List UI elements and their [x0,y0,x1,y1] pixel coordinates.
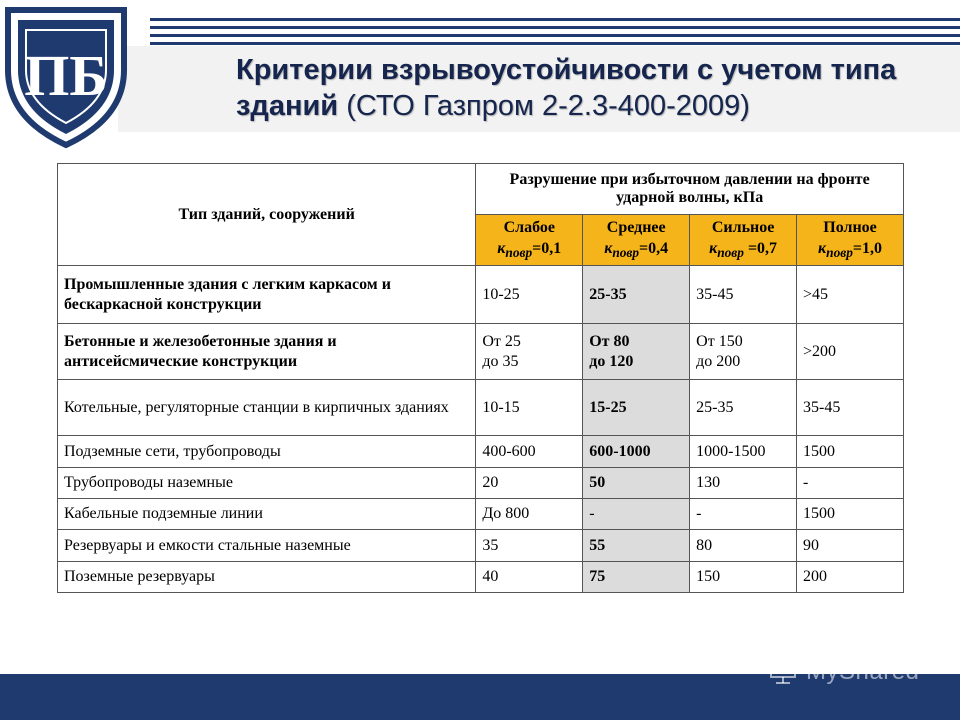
cell-medium: - [583,499,690,530]
title-standard: (СТО Газпром 2-2.3-400-2009) [346,90,750,122]
title-main: Критерии взрывоустойчивости с учетом типа зданий [236,54,897,122]
row-type: Поземные резервуары [58,562,476,593]
cell-full: - [797,468,904,499]
watermark-text: MyShared [806,658,920,685]
row-type: Бетонные и железобетонные здания и антисейсмические конструкции [58,324,476,380]
shield-logo-icon [0,0,132,150]
cell-medium: 15-25 [583,380,690,436]
logo-text: ПБ [24,43,108,108]
table-row [58,266,904,324]
cell-full: >200 [797,324,904,380]
cell-full: 35-45 [797,380,904,436]
cell-strong: - [690,499,797,530]
cell-strong: 1000-1500 [690,436,797,468]
table-row [58,436,904,468]
k-symbol: к [709,239,718,257]
k-symbol: к [818,239,827,257]
cell-full: 90 [797,530,904,562]
cell-weak: 10-15 [476,380,583,436]
k-subscript: повр [717,245,744,261]
cell-full: 1500 [797,436,904,468]
table-row [58,324,904,380]
table-row [58,499,904,530]
cell-strong: 150 [690,562,797,593]
table-row [58,530,904,562]
cell-medium: 50 [583,468,690,499]
header [0,0,960,132]
level-name: Среднее [606,218,666,236]
table-row [58,468,904,499]
col-type-header: Тип зданий, сооружений [58,164,476,266]
cell-weak: До 800 [476,499,583,530]
cell-strong: 80 [690,530,797,562]
cell-weak: 40 [476,562,583,593]
level-name: Полное [823,218,877,236]
cell-weak: 400-600 [476,436,583,468]
k-value: =0,1 [532,239,562,257]
cell-strong: 25-35 [690,380,797,436]
cell-full: 1500 [797,499,904,530]
table-row [58,562,904,593]
cell-medium: 55 [583,530,690,562]
cell-medium: 600-1000 [583,436,690,468]
cell-strong: 130 [690,468,797,499]
k-subscript: повр [505,245,533,261]
row-type: Кабельные подземные линии [58,499,476,530]
k-symbol: к [604,239,613,257]
cell-full: >45 [797,266,904,324]
row-type: Подземные сети, трубопроводы [58,436,476,468]
watermark [768,652,948,692]
row-type: Котельные, регуляторные станции в кирпичных зданиях [58,380,476,436]
cell-full: 200 [797,562,904,593]
k-value: =0,7 [743,239,778,257]
k-subscript: повр [612,245,640,261]
page-title [236,52,936,124]
cell-strong: 35-45 [690,266,797,324]
k-value: =1,0 [852,239,882,257]
level-header-weak [476,215,583,266]
k-subscript: повр [826,245,853,261]
cell-medium: 75 [583,562,690,593]
level-name: Слабое [503,218,555,236]
level-header-medium [583,215,690,266]
cell-medium: 25-35 [583,266,690,324]
cell-weak: 10-25 [476,266,583,324]
cell-medium: От 80 до 120 [583,324,690,380]
k-symbol: к [497,239,506,257]
cell-strong: От 150 до 200 [690,324,797,380]
cell-weak: 20 [476,468,583,499]
table-row [58,380,904,436]
row-type: Промышленные здания с легким каркасом и бескаркасной конструкции [58,266,476,324]
criteria-table [57,163,904,593]
pressure-group-header: Разрушение при избыточном давлении на фронте ударной волны, кПа [476,164,904,215]
row-type: Трубопроводы наземные [58,468,476,499]
presentation-icon [768,656,798,686]
cell-weak: От 25 до 35 [476,324,583,380]
level-header-full [797,215,904,266]
row-type: Резервуары и емкости стальные наземные [58,530,476,562]
k-value: =0,4 [639,239,669,257]
cell-weak: 35 [476,530,583,562]
level-header-strong [690,215,797,266]
level-name: Сильное [711,218,775,236]
